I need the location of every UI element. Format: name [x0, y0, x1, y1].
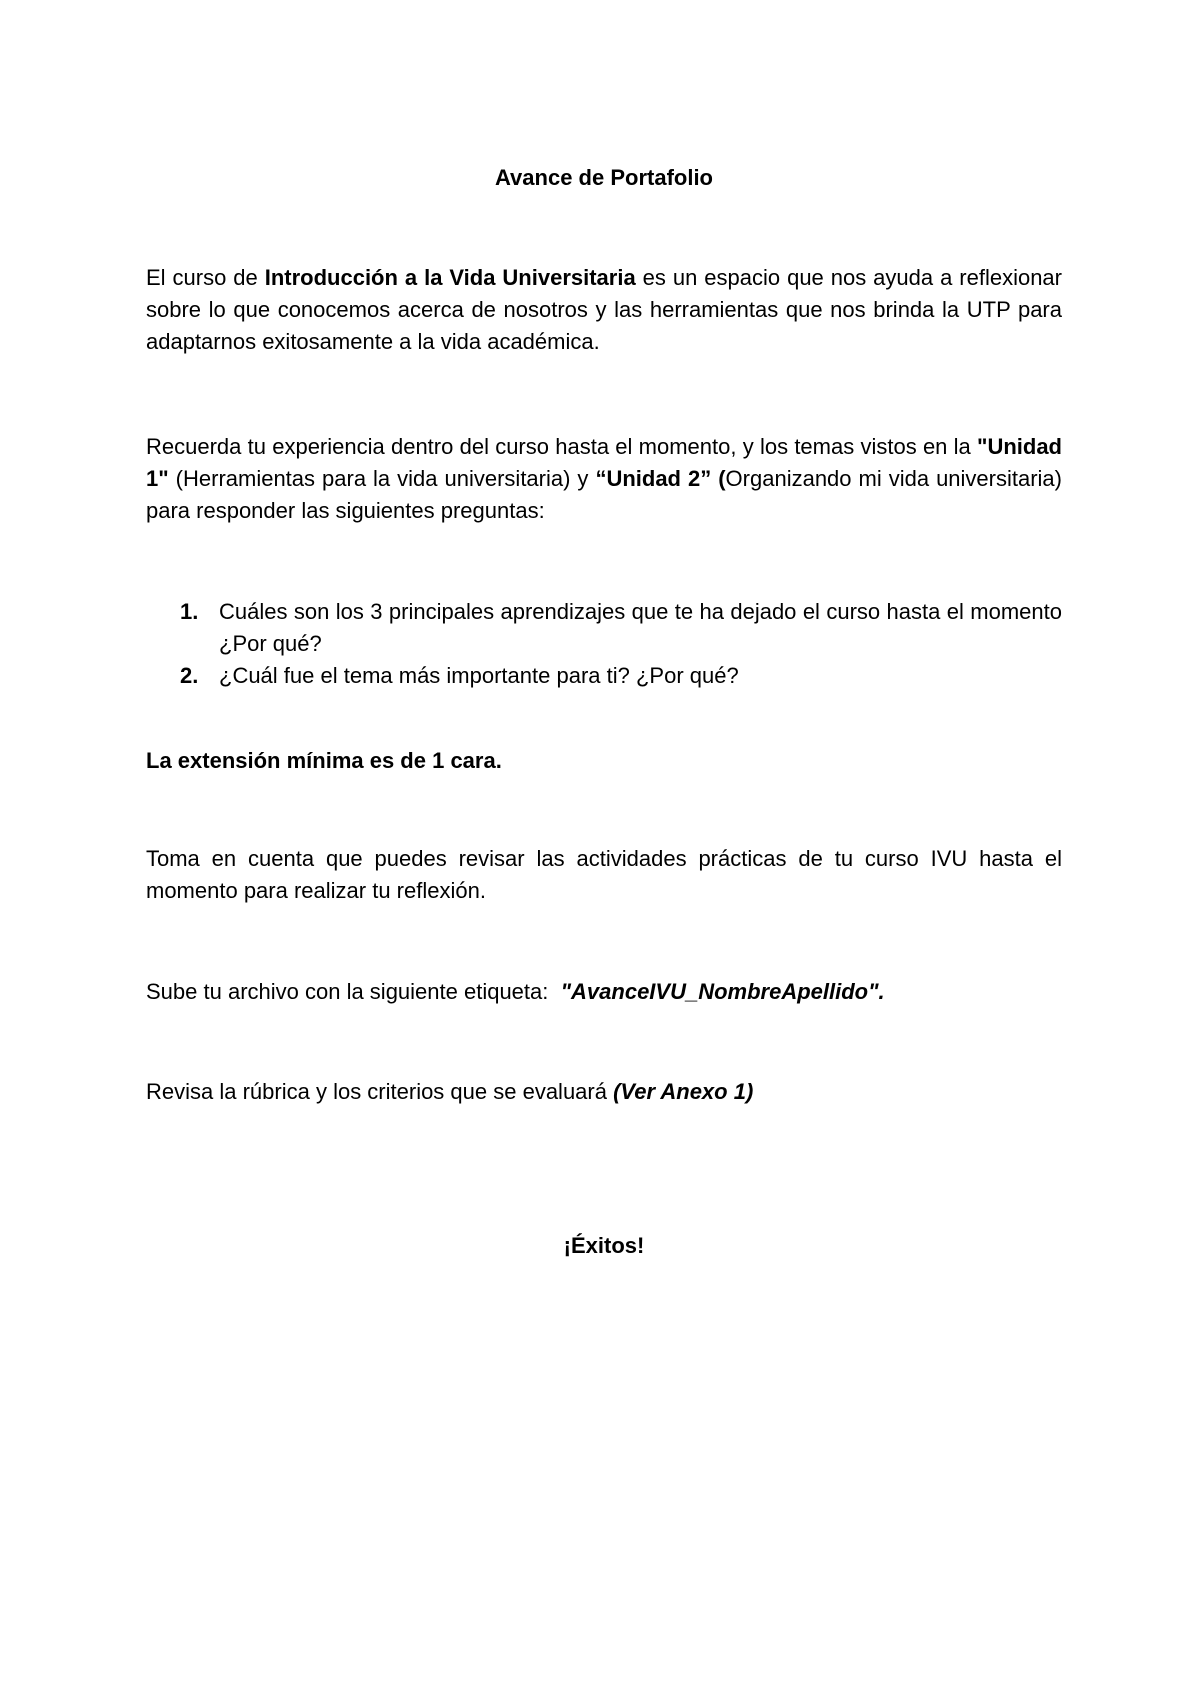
question-number: 2.: [180, 663, 199, 688]
list-item: [146, 596, 1062, 660]
rubric-note: [146, 1076, 1062, 1108]
recall-paragraph: [146, 431, 1062, 527]
intro-text-start: El curso de: [146, 265, 265, 290]
recall-text-start: Recuerda tu experiencia dentro del curso hasta el momento, y los temas vistos en la: [146, 434, 978, 459]
recall-text-middle: (Herramientas para la vida universitaria) y: [168, 466, 596, 491]
list-item: [146, 660, 1062, 692]
rubric-text: Revisa la rúbrica y los criterios que se evaluará: [146, 1079, 614, 1104]
question-text: Cuáles son los 3 principales aprendizajes que te ha dejado el curso hasta el momento ¿Por qué?: [219, 599, 1062, 656]
upload-instructions: [146, 976, 1062, 1008]
minimum-extension-note: La extensión mínima es de 1 cara.: [146, 748, 502, 773]
intro-text-end: es un espacio que nos ayuda a reflexionar sobre lo que conocemos acerca de nosotros y las herramientas que nos brinda la UTP para adaptarnos exitosamente a la vida académica.: [146, 265, 1062, 354]
upload-text: Sube tu archivo con la siguiente etiqueta:: [146, 979, 561, 1004]
annex-reference: (Ver Anexo 1): [613, 1079, 754, 1104]
review-activities-note: Toma en cuenta que puedes revisar las actividades prácticas de tu curso IVU hasta el momento para realizar tu reflexión.: [146, 846, 1062, 903]
unit-2-label: “Unidad 2” (: [595, 466, 726, 491]
question-text: ¿Cuál fue el tema más importante para ti? ¿Por qué?: [219, 663, 739, 688]
intro-paragraph: [146, 262, 1062, 358]
questions-list: [146, 596, 1062, 692]
recall-text-end: Organizando mi vida universitaria) para responder las siguientes preguntas:: [146, 466, 1062, 523]
closing-message: ¡Éxitos!: [563, 1233, 645, 1258]
unit-1-label: "Unidad 1": [146, 434, 1062, 491]
question-number: 1.: [180, 599, 199, 624]
course-name: Introducción a la Vida Universitaria: [264, 265, 636, 290]
document-title: Avance de Portafolio: [494, 165, 713, 190]
file-label: "AvanceIVU_NombreApellido".: [560, 979, 885, 1004]
